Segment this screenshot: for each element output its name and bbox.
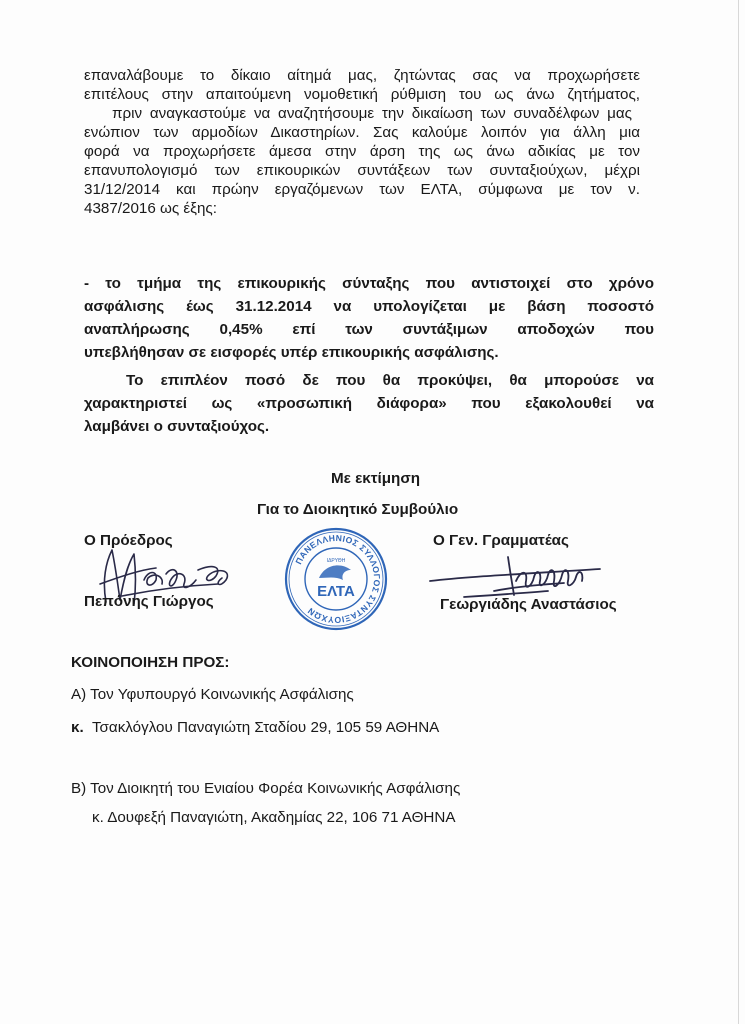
text-line: επαναλάβουμε το δίκαιο αίτημά μας, ζητώντας σας να προχωρήσετε [84, 67, 640, 84]
text-line: 31/12/2014 και πρώην εργαζόμενων των ΕΛΤΑ, σύμφωνα με τον ν. [84, 181, 640, 198]
text-line: αναπλήρωσης 0,45% επί των συντάξιμων αποδοχών που [84, 321, 654, 338]
address-text: Τσακλόγλου Παναγιώτη Σταδίου 29, 105 59 ΑΘΗΝΑ [91, 719, 440, 736]
president-title: Ο Πρόεδρος [84, 532, 173, 549]
text-line: επιτέλους στην απαιτούμενη νομοθετική ρύθμιση του ως άνω ζητήματος, [84, 86, 640, 103]
text-line: επανυπολογισμό των επικουρικών συντάξεων των συνταξιούχων, μέχρι [84, 162, 640, 179]
seal-emblem-icon [319, 565, 351, 580]
notification-recipient-b-address: κ. Δουφεξή Παναγιώτη, Ακαδημίας 22, 106 71 ΑΘΗΝΑ [92, 809, 456, 826]
text-line: λαμβάνει ο συνταξιούχος. [84, 418, 270, 435]
secretary-name: Γεωργιάδης Αναστάσιος [440, 596, 617, 613]
text-line: φορά να προχωρήσετε άμεσα στην άρση της ως άνω αδικίας με τον [84, 143, 640, 160]
president-name: Πεπόνης Γιώργος [84, 593, 214, 610]
notification-recipient-a-address [71, 719, 439, 736]
seal-small-text: ΙΔΡΥΘΗ [326, 558, 346, 564]
text-line: υπεβλήθησαν σε εισφορές υπέρ επικουρικής ασφάλισης. [84, 344, 499, 361]
extra-paragraph [84, 369, 654, 438]
closing-board: Για το Διοικητικό Συμβούλιο [257, 501, 459, 518]
text-line: - το τμήμα της επικουρικής σύνταξης που αντιστοιχεί στο χρόνο [84, 275, 654, 292]
notification-recipient-b: Β) Τον Διοικητή του Ενιαίου Φορέα Κοινωνικής Ασφάλισης [71, 780, 461, 797]
svg-text:ΠΑΝΕΛΛΗΝΙΟΣ ΣΥΛΛΟΓΟΣ ΣΥΝΤΑΞΙΟΥ [293, 533, 382, 625]
seal-ring-text: ΠΑΝΕΛΛΗΝΙΟΣ ΣΥΛΛΟΓΟΣ ΣΥΝΤΑΞΙΟΥΧΩΝ [293, 532, 383, 626]
text-line: ασφάλισης έως 31.12.2014 να υπολογίζεται με βάση ποσοστό [84, 298, 654, 315]
text-line: χαρακτηριστεί ως «προσωπική διάφορα» που εξακολουθεί να [84, 395, 654, 412]
text-line: ενώπιον των αρμοδίων Δικαστηρίων. Σας καλούμε λοιπόν για άλλη μια [84, 124, 640, 141]
union-seal-stamp [283, 526, 389, 632]
text-line: 4387/2016 ως έξης: [84, 200, 217, 217]
secretary-title: Ο Γεν. Γραμματέας [433, 532, 569, 549]
text-line: πριν αναγκαστούμε να αναζητήσουμε την δικαίωση των συναδέλφων μας [112, 105, 632, 122]
request-paragraph [84, 272, 654, 364]
notification-recipient-a: Α) Τον Υφυπουργό Κοινωνικής Ασφάλισης [71, 686, 354, 703]
page-edge [738, 0, 739, 1024]
seal-center-text: ΕΛΤΑ [317, 583, 355, 600]
intro-paragraph [84, 66, 640, 218]
honorific-k: κ. [71, 719, 84, 736]
closing-regards: Με εκτίμηση [331, 470, 420, 487]
text-line: Το επιπλέον ποσό δε που θα προκύψει, θα μπορούσε να [126, 372, 654, 389]
notification-heading: ΚΟΙΝΟΠΟΙΗΣΗ ΠΡΟΣ: [71, 654, 230, 671]
